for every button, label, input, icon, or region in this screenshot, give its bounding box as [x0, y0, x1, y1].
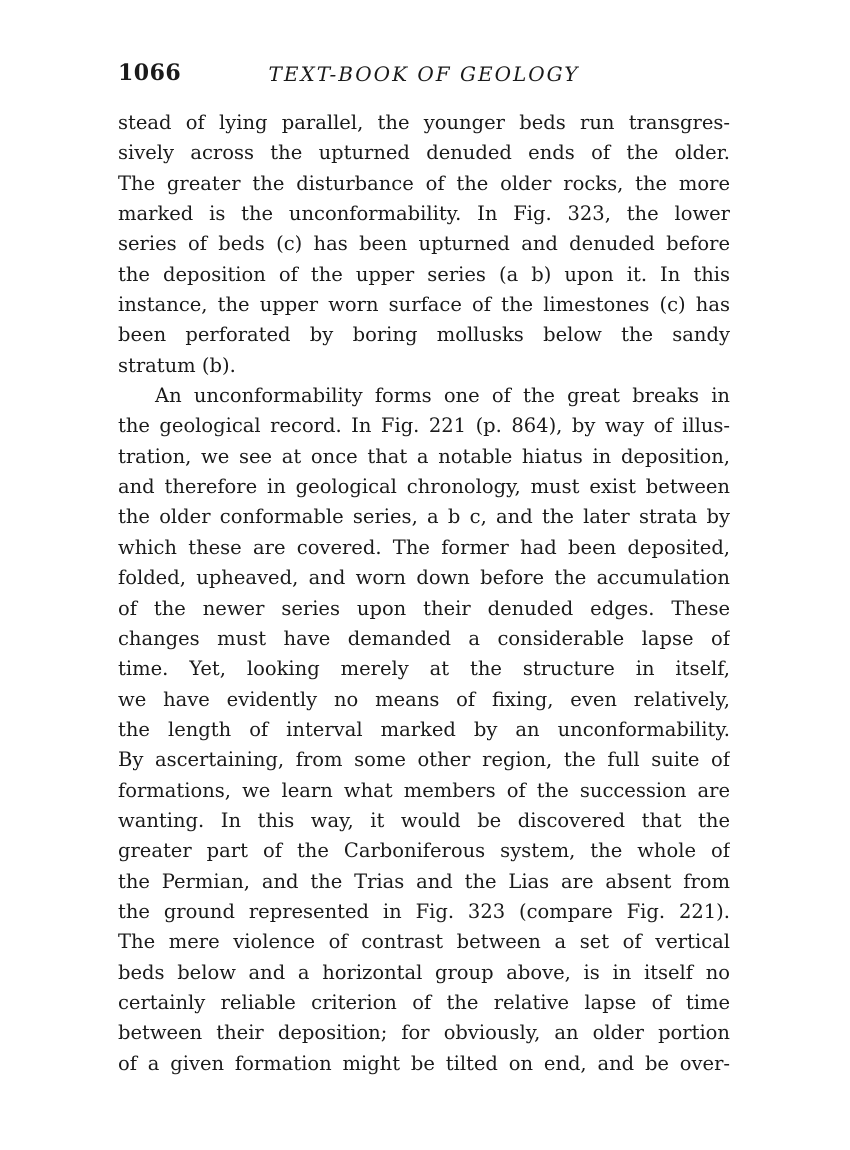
- page-number: 1066: [118, 60, 182, 86]
- text-line: folded, upheaved, and worn down before the accumulation: [118, 566, 730, 590]
- text-line: we have evidently no means of fixing, even relatively,: [118, 687, 730, 711]
- text-line: greater part of the Carboniferous system, the whole of: [118, 839, 730, 863]
- text-line: formations, we learn what members of the succession are: [118, 778, 730, 802]
- text-line: the Permian, and the Trias and the Lias are absent from: [118, 869, 730, 893]
- text-line: stratum (b).: [118, 353, 236, 377]
- text-line: series of beds (c) has been upturned and denuded before: [118, 232, 730, 256]
- text-line: time. Yet, looking merely at the structure in itself,: [118, 657, 730, 681]
- text-line: changes must have demanded a considerable lapse of: [118, 626, 730, 650]
- text-line: An unconformability forms one of the great breaks in: [155, 384, 730, 408]
- text-line: stead of lying parallel, the younger beds run transgres-: [118, 111, 730, 134]
- text-line: sively across the upturned denuded ends of the older.: [118, 141, 730, 165]
- text-line: the geological record. In Fig. 221 (p. 864), by way of illus-: [118, 414, 730, 438]
- page-header: [118, 60, 730, 92]
- text-line: The greater the disturbance of the older rocks, the more: [118, 171, 730, 195]
- text-line: certainly reliable criterion of the relative lapse of time: [118, 990, 730, 1014]
- text-line: between their deposition; for obviously, an older portion: [118, 1021, 730, 1045]
- text-line: which these are covered. The former had been deposited,: [118, 535, 730, 559]
- text-line: The mere violence of contrast between a set of vertical: [118, 930, 730, 954]
- text-line: the older conformable series, a b c, and the later strata by: [118, 505, 730, 529]
- running-title: TEXT-BOOK OF GEOLOGY: [268, 62, 580, 86]
- text-line: the length of interval marked by an unconformability.: [118, 717, 730, 741]
- body-text: [118, 108, 730, 1079]
- text-line: instance, the upper worn surface of the limestones (c) has: [118, 293, 730, 317]
- text-line: wanting. In this way, it would be discovered that the: [118, 808, 730, 832]
- text-line: the deposition of the upper series (a b) upon it. In this: [118, 262, 730, 286]
- text-line: By ascertaining, from some other region, the full suite of: [118, 748, 730, 772]
- text-line: beds below and a horizontal group above, is in itself no: [118, 960, 730, 984]
- text-line: tration, we see at once that a notable hiatus in deposition,: [118, 444, 730, 468]
- text-line: of the newer series upon their denuded edges. These: [118, 596, 730, 620]
- text-line: been perforated by boring mollusks below the sandy: [118, 323, 730, 347]
- text-line: of a given formation might be tilted on end, and be over-: [118, 1051, 730, 1075]
- text-line: and therefore in geological chronology, must exist between: [118, 475, 730, 499]
- text-line: marked is the unconformability. In Fig. 323, the lower: [118, 202, 730, 226]
- text-line: the ground represented in Fig. 323 (compare Fig. 221).: [118, 899, 730, 923]
